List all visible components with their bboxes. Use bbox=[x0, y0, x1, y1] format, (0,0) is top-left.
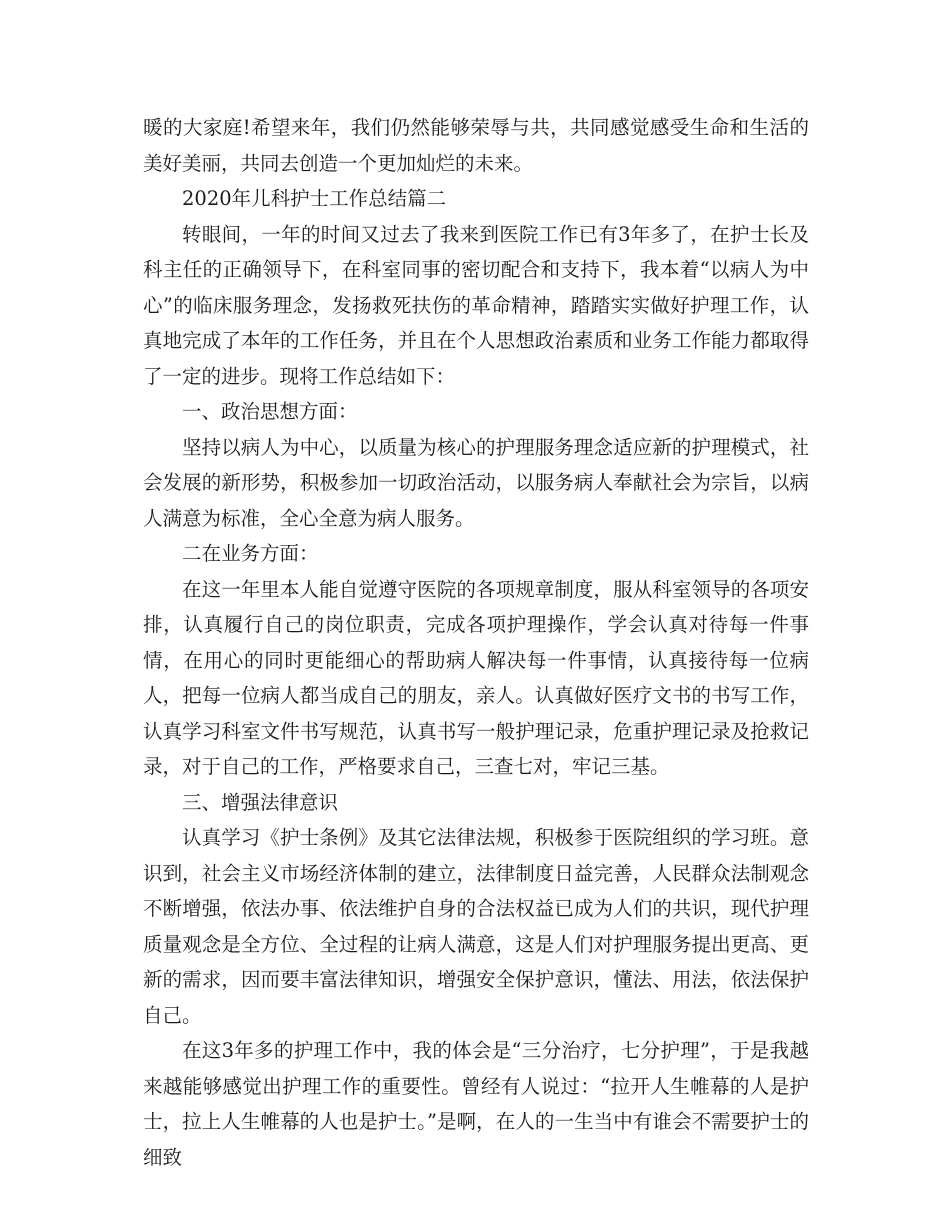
paragraph-business: 在这一年里本人能自觉遵守医院的各项规章制度，服从科室领导的各项安排，认真履行自己的岗位职责，完成各项护理操作，学会认真对待每一件事情，在用心的同时更能细心的帮助病人解决每一件事情，认真接待每一位病人，把每一位病人都当成自己的朋友，亲人。认真做好医疗文书的书写工作，认真学习科室文件书写规范，认真书写一般护理记录，危重护理记录及抢救记录，对于自己的工作，严格要求自己，三查七对，牢记三基。 bbox=[143, 577, 809, 778]
heading-law: 三、增强法律意识 bbox=[182, 790, 339, 814]
paragraph-politics: 坚持以病人为中心，以质量为核心的护理服务理念适应新的护理模式，社会发展的新形势，积极参加一切政治活动，以服务病人奉献社会为宗旨，以病人满意为标准，全心全意为病人服务。 bbox=[143, 435, 809, 530]
heading-politics: 一、政治思想方面： bbox=[182, 400, 358, 423]
paragraph-law: 认真学习《护士条例》及其它法律法规，积极参于医院组织的学习班。意识到，社会主义市场经济体制的建立，法律制度日益完善，人民群众法制观念不断增强，依法办事、依法维护自身的合法权益已成为人们的共识，现代护理质量观念是全方位、全过程的让病人满意，这是人们对护理服务提出更高、更新的需求，因而要丰富法律知识，增强安全保护意识，懂法、用法，依法保护自己。 bbox=[143, 826, 809, 1027]
paragraph-experience: 在这3年多的护理工作中，我的体会是“三分治疗，七分护理”，于是我越来越能够感觉出护理工作的重要性。曾经有人说过：“拉开人生帷幕的人是护士，拉上人生帷幕的人也是护士。”是啊，在人的一生当中有谁会不需要护士的细致 bbox=[143, 1039, 809, 1169]
heading-business: 二在业务方面： bbox=[182, 542, 319, 565]
section-title: 2020年儿科护士工作总结篇二 bbox=[182, 187, 447, 210]
paragraph-continuation: 暖的大家庭!希望来年，我们仍然能够荣辱与共，共同感觉感受生命和生活的美好美丽，共同去创造一个更加灿烂的未来。 bbox=[143, 116, 809, 175]
document-body bbox=[143, 110, 809, 1175]
paragraph-intro: 转眼间，一年的时间又过去了我来到医院工作已有3年多了，在护士长及科主任的正确领导下，在科室同事的密切配合和支持下，我本着“以病人为中心”的临床服务理念，发扬救死扶伤的革命精神，踏踏实实做好护理工作，认真地完成了本年的工作任务，并且在个人思想政治素质和业务工作能力都取得了一定的进步。现将工作总结如下： bbox=[143, 222, 809, 388]
